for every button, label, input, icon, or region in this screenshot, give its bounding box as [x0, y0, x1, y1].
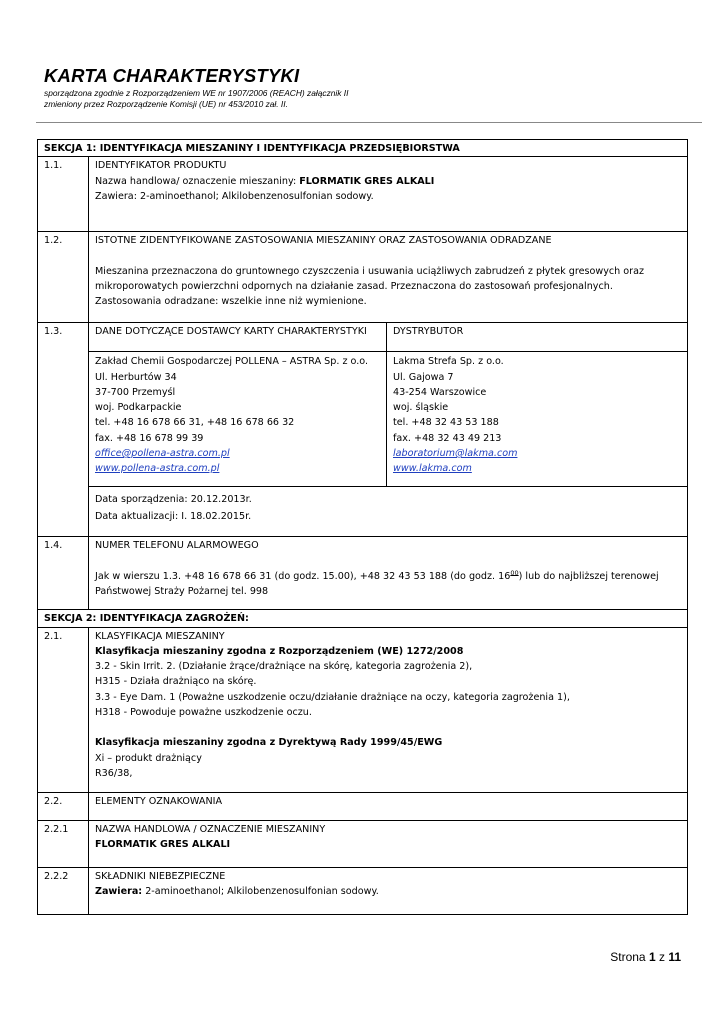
row-number: 1.3.	[38, 323, 89, 537]
distributor-line: Lakma Strefa Sp. z o.o.	[393, 356, 504, 368]
page-total: 11	[668, 950, 681, 964]
document-header	[44, 66, 704, 110]
distributor-title: DYSTRYBUTOR	[393, 326, 464, 338]
row-number: 2.2.2	[38, 867, 89, 914]
section-1-heading-row	[38, 140, 688, 157]
row-1-3	[38, 323, 688, 537]
supplier-email-link[interactable]: office@pollena-astra.com.pl	[95, 448, 230, 460]
clp-line: 3.2 - Skin Irrit. 2. (Działanie żrące/drażniące na skórę, kategoria zagrożenia 2),	[95, 661, 473, 673]
row-number: 1.1.	[38, 157, 89, 232]
uses-line-1: Mieszanina przeznaczona do gruntownego czyszczenia i usuwania uciążliwych zabrudzeń z płytek gresowych oraz	[95, 265, 645, 277]
supplier-line: Zakład Chemii Gospodarczej POLLENA – ASTRA Sp. z o.o.	[95, 356, 369, 368]
distributor-line: 43-254 Warszowice	[393, 386, 487, 398]
contains-line	[95, 884, 687, 899]
supplier-details	[89, 352, 387, 486]
product-identifier-cell	[89, 157, 688, 232]
clp-line: 3.3 - Eye Dam. 1 (Poważne uszkodzenie oczu/działanie drażniące na oczy, kategoria zagrożenia 1),	[95, 691, 570, 703]
distributor-line: fax. +48 32 43 49 213	[393, 432, 502, 444]
dsd-line: Xi – produkt drażniący	[95, 752, 202, 764]
trade-name: FLORMATIK GRES ALKALI	[95, 838, 231, 850]
emergency-phone-line-2: Państwowej Straży Pożarnej tel. 998	[95, 585, 269, 597]
distributor-line: Ul. Gajowa 7	[393, 371, 454, 383]
uses-title: ISTOTNE ZIDENTYFIKOWANE ZASTOSOWANIA MIESZANINY ORAZ ZASTOSOWANIA ODRADZANE	[95, 235, 552, 247]
date-created: Data sporządzenia: 20.12.2013r.	[95, 494, 252, 506]
trade-name-cell	[89, 820, 688, 867]
row-2-2-1	[38, 820, 688, 867]
distributor-email-link[interactable]: laboratorium@lakma.com	[393, 448, 518, 460]
supplier-line: woj. Podkarpackie	[95, 402, 182, 414]
uses-line-2: mikroporowatych powierzchni odpornych na działanie zasad. Przeznaczona do zastosowań profesjonalnych.	[95, 280, 613, 292]
distributor-line: tel. +48 32 43 53 188	[393, 417, 499, 429]
section-2-heading-row	[38, 610, 688, 627]
uses-cell	[89, 232, 688, 323]
row-1-4	[38, 537, 688, 610]
supplier-title: DANE DOTYCZĄCE DOSTAWCY KARTY CHARAKTERYSTYKI	[89, 323, 387, 351]
row-1-1	[38, 157, 688, 232]
sds-table	[37, 139, 688, 915]
section-1-heading: SEKCJA 1: IDENTYFIKACJA MIESZANINY I IDENTYFIKACJA PRZEDSIĘBIORSTWA	[38, 140, 688, 157]
clp-heading: Klasyfikacja mieszaniny zgodna z Rozporządzeniem (WE) 1272/2008	[95, 645, 464, 657]
section-2-heading: SEKCJA 2: IDENTYFIKACJA ZAGROŻEŃ:	[38, 610, 688, 627]
supplier-line: 37-700 Przemyśl	[95, 386, 176, 398]
product-identifier-title: IDENTYFIKATOR PRODUKTU	[95, 160, 227, 172]
contains-value: 2-aminoethanol; Alkilobenzenosulfonian sodowy.	[142, 885, 379, 897]
supplier-line: fax. +48 16 678 99 39	[95, 432, 204, 444]
row-number: 2.1.	[38, 627, 89, 792]
label-elements-title: ELEMENTY OZNAKOWANIA	[89, 792, 688, 820]
row-2-2	[38, 792, 688, 820]
dsd-line: R36/38,	[95, 767, 133, 779]
trade-name: FLORMATIK GRES ALKALI	[299, 175, 435, 187]
supplier-line: Ul. Herburtów 34	[95, 371, 177, 383]
page-number	[610, 950, 681, 964]
clp-line: H318 - Powoduje poważne uszkodzenie oczu.	[95, 707, 312, 719]
emergency-text: ) lub do najbliższej terenowej	[518, 570, 659, 582]
classification-title: KLASYFIKACJA MIESZANINY	[95, 630, 225, 642]
classification-cell	[89, 627, 688, 792]
row-number: 1.4.	[38, 537, 89, 610]
emergency-text: Jak w wierszu 1.3. +48 16 678 66 31 (do godz. 15.00), +48 32 43 53 188 (do godz. 16	[95, 570, 511, 582]
contains-line: Zawiera: 2-aminoethanol; Alkilobenzenosulfonian sodowy.	[95, 190, 374, 202]
distributor-details	[387, 352, 687, 486]
hazardous-components-cell	[89, 867, 688, 914]
distributor-website-link[interactable]: www.lakma.com	[393, 463, 472, 475]
regulation-subtitle-2: zmieniony przez Rozporządzenie Komisji (UE) nr 453/2010 zał. II.	[44, 99, 288, 109]
contains-label: Zawiera:	[95, 885, 143, 897]
row-number: 2.2.	[38, 792, 89, 820]
uses-line-3: Zastosowania odradzane: wszelkie inne niż wymienione.	[95, 296, 367, 308]
emergency-phone-title: NUMER TELEFONU ALARMOWEGO	[95, 540, 259, 552]
supplier-website-link[interactable]: www.pollena-astra.com.pl	[95, 463, 220, 475]
dsd-heading: Klasyfikacja mieszaniny zgodna z Dyrektywą Rady 1999/45/EWG	[95, 737, 443, 749]
row-1-2	[38, 232, 688, 323]
row-2-1	[38, 627, 688, 792]
emergency-phone-cell	[89, 537, 688, 610]
emergency-phone-line-1	[95, 569, 687, 584]
page-label: Strona	[610, 950, 649, 964]
row-2-2-2	[38, 867, 688, 914]
distributor-line: woj. śląskie	[393, 402, 449, 414]
row-number: 2.2.1	[38, 820, 89, 867]
supplier-cell	[89, 323, 688, 537]
trade-name-line	[95, 174, 687, 189]
hazardous-components-title: SKŁADNIKI NIEBEZPIECZNE	[95, 870, 226, 882]
superscript-minutes: 00	[510, 568, 519, 577]
header-divider	[36, 122, 702, 123]
regulation-subtitle-1: sporządzona zgodnie z Rozporządzeniem WE nr 1907/2006 (REACH) załącznik II	[44, 88, 349, 98]
trade-name-title: NAZWA HANDLOWA / OZNACZENIE MIESZANINY	[95, 823, 326, 835]
document-title: KARTA CHARAKTERYSTYKI	[44, 65, 300, 86]
supplier-line: tel. +48 16 678 66 31, +48 16 678 66 32	[95, 417, 295, 429]
trade-name-label: Nazwa handlowa/ oznaczenie mieszaniny:	[95, 175, 300, 187]
page-current: 1	[648, 950, 656, 964]
row-number: 1.2.	[38, 232, 89, 323]
page-separator: z	[655, 950, 669, 964]
clp-line: H315 - Działa drażniąco na skórę.	[95, 676, 257, 688]
date-updated: Data aktualizacji: I. 18.02.2015r.	[95, 511, 252, 523]
